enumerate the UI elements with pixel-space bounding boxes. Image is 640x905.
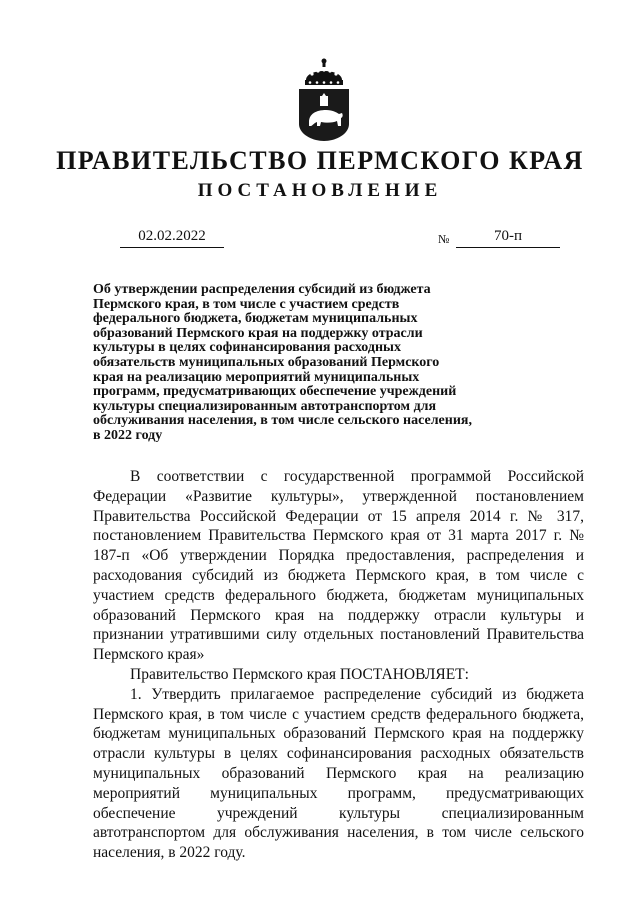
perm-krai-coat-of-arms-icon [296,56,352,142]
decree-subject: Об утверждении распределения субсидий из бюджета Пермского края, в том числе с участием средств федерального бюджета, бюджетам муниципальных образований Пермского края на поддержку отрасли культуры в целях софинансирования расходных обязательств муниципальных образований Пермского края на реализацию мероприятий муниципальных программ, предусматривающих обеспечение учреждений культуры специализированным автотранспортом для обслуживания населения, в том числе сельского населения, в 2022 году [93,282,472,443]
decree-date: 02.02.2022 [120,228,224,248]
resolves-paragraph: Правительство Пермского края ПОСТАНОВЛЯЕТ: [130,665,469,683]
decree-title: ПОСТАНОВЛЕНИЕ [197,180,443,201]
preamble-paragraph: В соответствии с государственной программой Российской Федерации «Развитие культуры», утвержденной постановлением Правительства Российской Федерации от 15 апреля 2014 г. № 317, постановлением Правительства Пермского края от 31 марта 2017 г. № 187-п «Об утверждении Порядка предоставления, распределения и расходования субсидий из бюджета Пермского края, в том числе с участием средств федерального бюджета, бюджетам муниципальных образований Пермского края на поддержку отрасли культуры и признании утратившими силу отдельных постановлений Правительства Пермского края» [93,468,584,664]
decree-number: 70-п [456,228,560,248]
item-1-paragraph: 1. Утвердить прилагаемое распределение субсидий из бюджета Пермского края, в том числе с участием средств федерального бюджета, бюджетам муниципальных образований Пермского края на поддержку отрасли культуры в целях софинансирования расходных обязательств муниципальных образований Пермского края на реализацию мероприятий муниципальных программ, предусматривающих обеспечение учреждений культуры специализированным автотранспортом для обслуживания населения, в том числе сельского населения, в 2022 году. [93,685,584,862]
decree-body [93,467,584,863]
number-sign: № [438,232,450,246]
government-title: ПРАВИТЕЛЬСТВО ПЕРМСКОГО КРАЯ [56,146,584,175]
